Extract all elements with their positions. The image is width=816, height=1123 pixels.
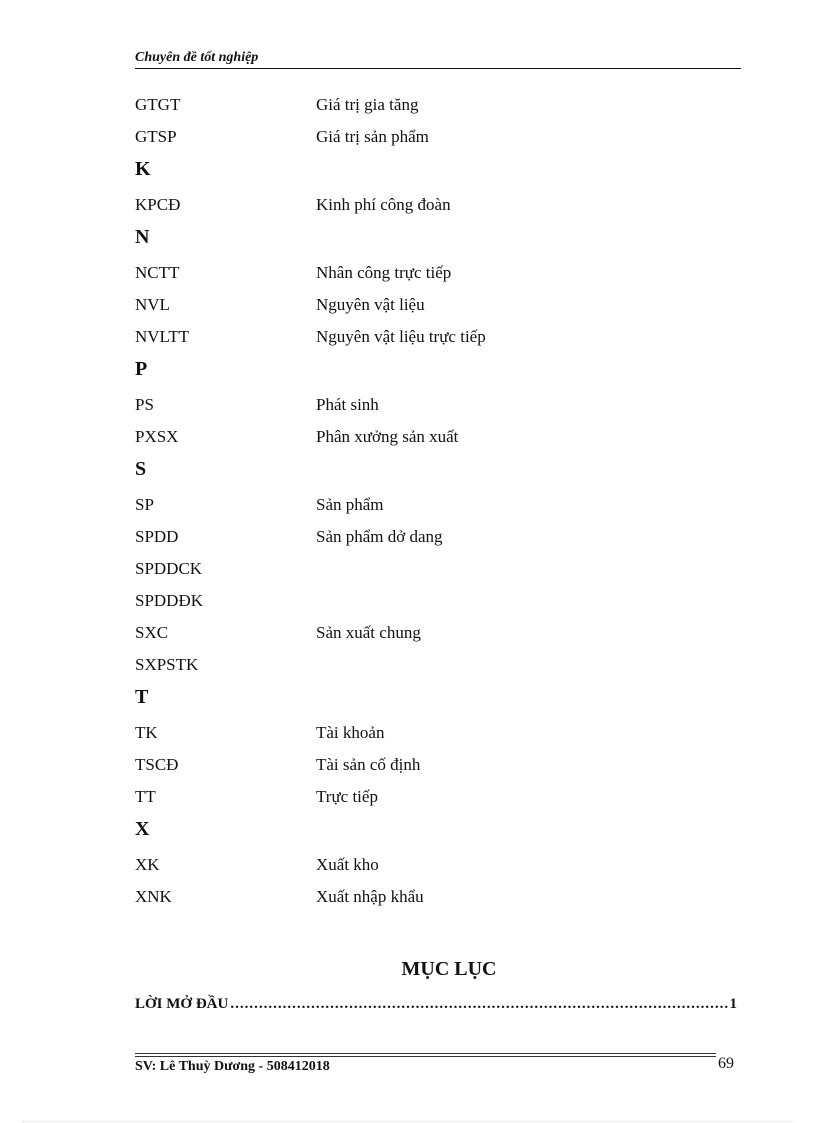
abbreviation-row — [135, 584, 741, 616]
abbreviation-meaning: Nhân công trực tiếp — [316, 263, 452, 282]
section-letter-text: P — [135, 358, 148, 380]
abbreviation-row — [135, 552, 741, 584]
abbreviation-row — [135, 848, 741, 880]
abbreviation-row — [135, 648, 741, 680]
abbreviation-meaning: Xuất kho — [316, 855, 379, 874]
abbreviation-row — [135, 188, 741, 220]
abbreviation-meaning: Xuất nhập khẩu — [316, 887, 424, 906]
abbreviation-row — [135, 716, 741, 748]
section-letter-text: T — [135, 686, 149, 708]
abbreviation: SP — [135, 495, 154, 514]
section-letter — [135, 452, 741, 488]
section-letter — [135, 812, 741, 848]
abbreviation-row — [135, 616, 741, 648]
section-letter-text: X — [135, 818, 150, 840]
abbreviation: TT — [135, 787, 156, 806]
abbreviation-meaning: Sản xuất chung — [316, 623, 421, 642]
abbreviation-row — [135, 88, 741, 120]
abbreviation-row — [135, 488, 741, 520]
abbreviation: SPDDĐK — [135, 591, 204, 610]
abbreviation-meaning: Kinh phí công đoàn — [316, 195, 451, 214]
abbreviation-meaning: Phát sinh — [316, 395, 379, 414]
toc-leader-dots — [230, 996, 727, 1013]
toc-title-text: MỤC LỤC — [401, 958, 497, 980]
abbreviation-meaning: Nguyên vật liệu trực tiếp — [316, 327, 486, 346]
abbreviation-list — [135, 88, 741, 912]
abbreviation-meaning: Giá trị gia tăng — [316, 95, 419, 114]
abbreviation-meaning: Giá trị sản phẩm — [316, 127, 429, 146]
abbreviation: TSCĐ — [135, 755, 179, 774]
abbreviation-row — [135, 780, 741, 812]
abbreviation: NVL — [135, 295, 170, 314]
toc-title — [0, 958, 816, 981]
abbreviation-meaning: Tài khoản — [316, 723, 385, 742]
abbreviation-row — [135, 748, 741, 780]
abbreviation: GTSP — [135, 127, 177, 146]
section-letter — [135, 220, 741, 256]
abbreviation: KPCĐ — [135, 195, 181, 214]
footer-author: SV: Lê Thuỳ Dương - 508412018 — [135, 1059, 330, 1074]
abbreviation-meaning: Nguyên vật liệu — [316, 295, 425, 314]
toc-entry-label: LỜI MỞ ĐẦU — [135, 996, 229, 1012]
page-header — [135, 48, 741, 69]
abbreviation: PS — [135, 395, 154, 414]
abbreviation-row — [135, 120, 741, 152]
abbreviation-row — [135, 880, 741, 912]
section-letter — [135, 152, 741, 188]
section-letter-text: K — [135, 158, 151, 180]
abbreviation-meaning: Tài sản cố định — [316, 755, 421, 774]
abbreviation-row — [135, 320, 741, 352]
footer-rule — [135, 1053, 716, 1054]
abbreviation-meaning: Phân xưởng sản xuất — [316, 427, 459, 446]
abbreviation: TK — [135, 723, 158, 742]
section-letter — [135, 680, 741, 716]
section-letter-text: S — [135, 458, 147, 480]
abbreviation-meaning: Trực tiếp — [316, 787, 378, 806]
abbreviation: SPDD — [135, 527, 179, 546]
header-title: Chuyên đề tốt nghiệp — [135, 50, 259, 65]
abbreviation: XK — [135, 855, 160, 874]
abbreviation: XNK — [135, 887, 172, 906]
abbreviation-row — [135, 256, 741, 288]
abbreviation: SXC — [135, 623, 169, 642]
abbreviation-row — [135, 520, 741, 552]
abbreviation: NVLTT — [135, 327, 190, 346]
toc-entry[interactable] — [135, 996, 737, 1013]
abbreviation: SXPSTK — [135, 655, 199, 674]
toc-entry-page: 1 — [729, 996, 737, 1012]
abbreviation-meaning: Sản phẩm dở dang — [316, 527, 443, 546]
footer-page-number: 69 — [718, 1055, 734, 1072]
abbreviation-row — [135, 288, 741, 320]
abbreviation-row — [135, 420, 741, 452]
section-letter — [135, 352, 741, 388]
section-letter-text: N — [135, 226, 150, 248]
page-bottom-border — [22, 1121, 794, 1122]
abbreviation-row — [135, 388, 741, 420]
abbreviation: PXSX — [135, 427, 179, 446]
abbreviation-meaning: Sản phẩm — [316, 495, 384, 514]
footer-rule — [135, 1056, 716, 1057]
abbreviation: SPDDCK — [135, 559, 203, 578]
abbreviation: GTGT — [135, 95, 181, 114]
abbreviation: NCTT — [135, 263, 180, 282]
